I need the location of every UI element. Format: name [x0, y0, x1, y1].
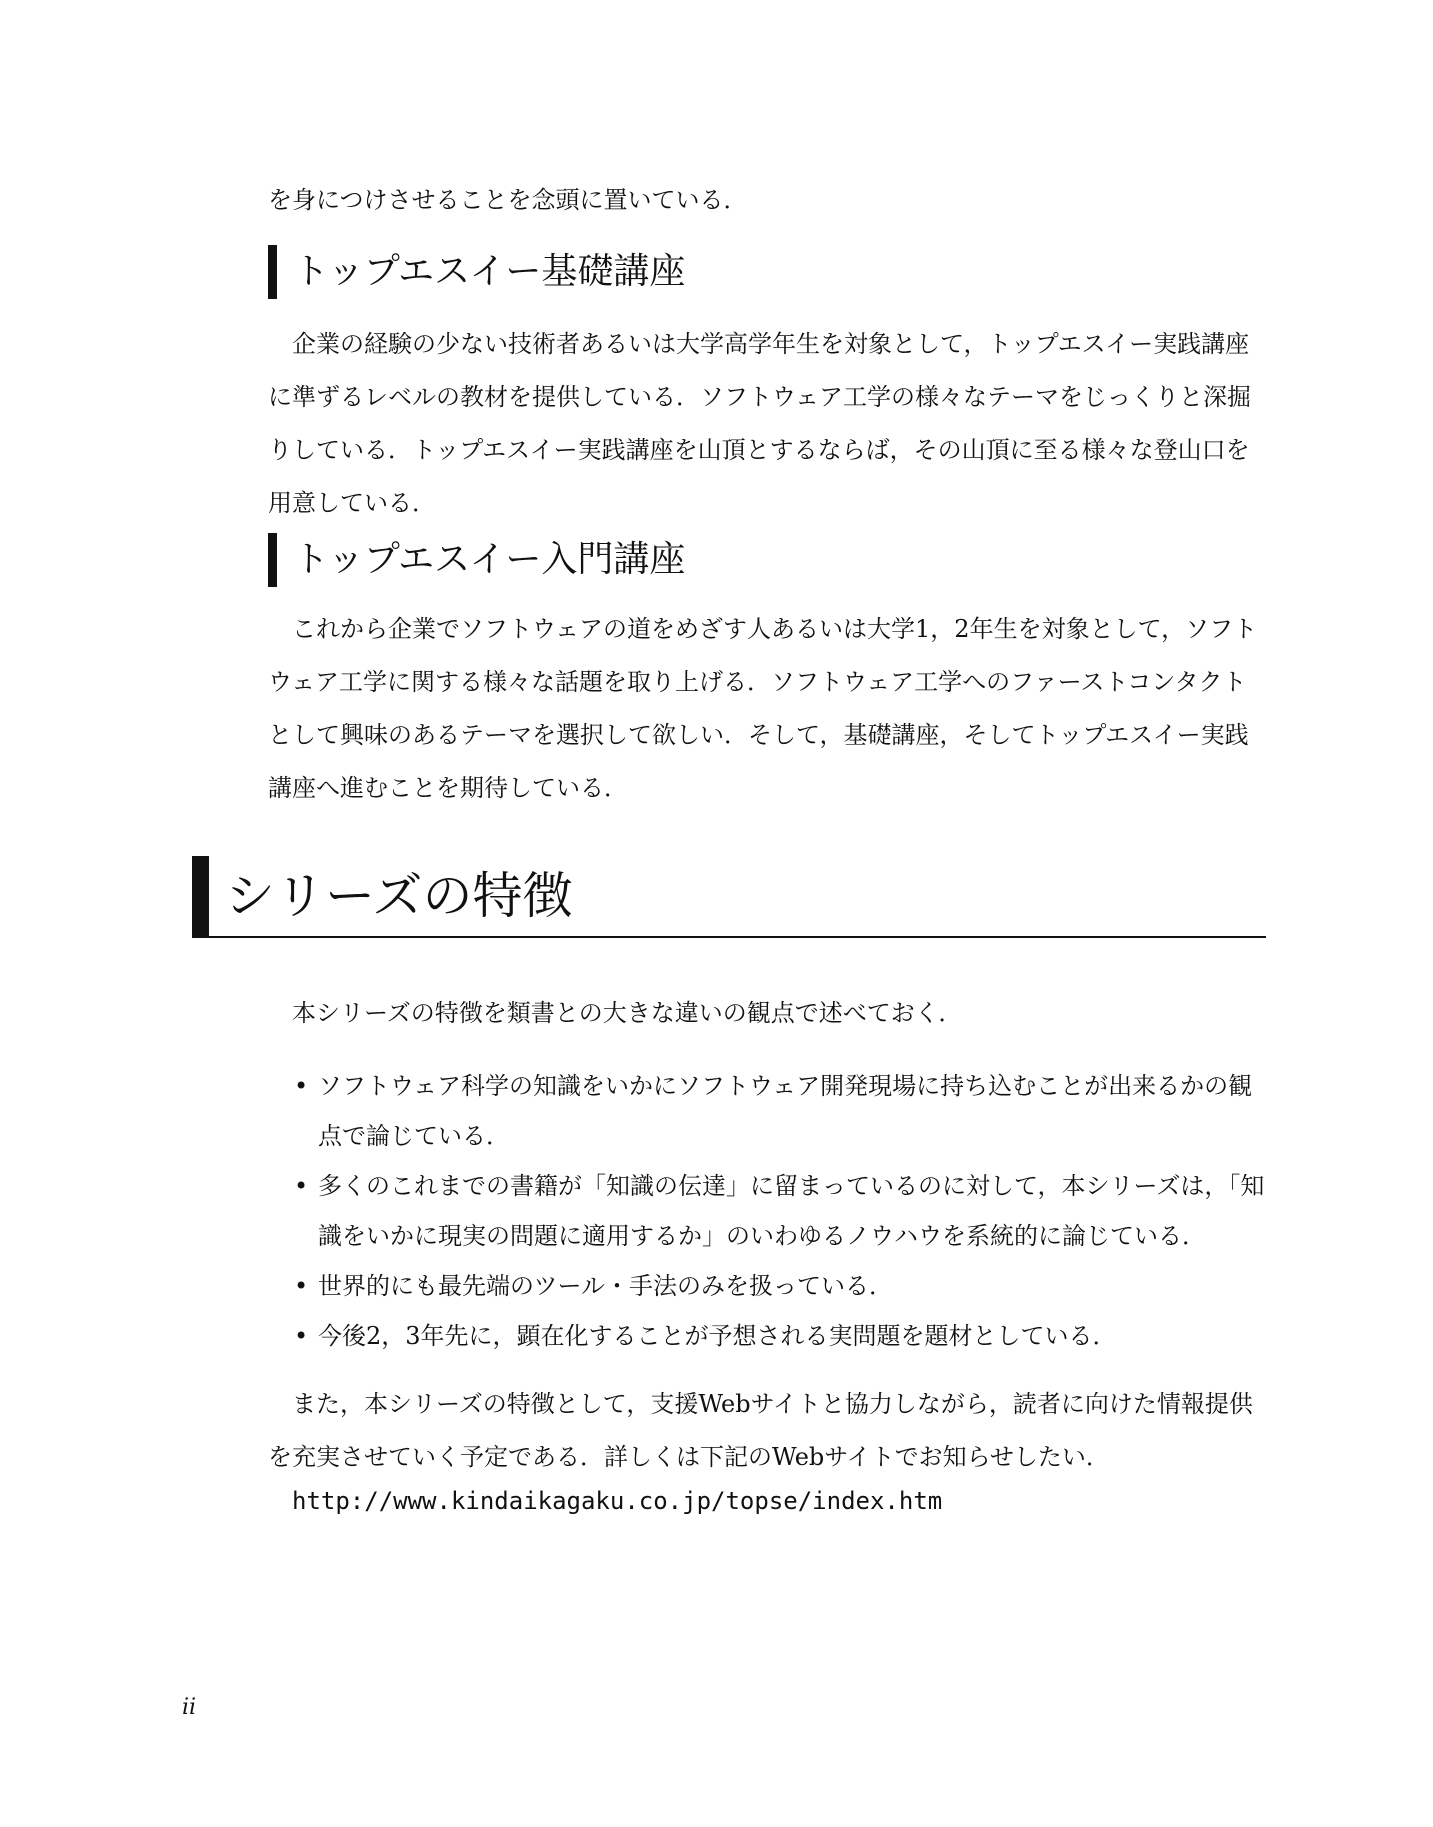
heading-bar	[268, 533, 277, 587]
features-section-heading	[192, 856, 1266, 938]
kiso-heading	[268, 245, 685, 299]
intro-tail-text: を身につけさせることを念頭に置いている．	[268, 186, 748, 214]
features-list-item: • 今後2，3年先に，顕在化することが予想される実問題を題材としている．	[290, 1311, 1266, 1361]
nyumon-heading	[268, 533, 685, 587]
support-website-url[interactable]: http://www.kindaikagaku.co.jp/topse/index.htm	[292, 1487, 943, 1515]
nyumon-heading-text: トップエスイー入門講座	[293, 539, 686, 580]
bullet-icon: •	[294, 1072, 309, 1100]
features-list-item: • ソフトウェア科学の知識をいかにソフトウェア開発現場に持ち込むことが出来るかの観点で論じている．	[290, 1061, 1266, 1161]
features-list-item: • 多くのこれまでの書籍が「知識の伝達」に留まっているのに対して，本シリーズは，「知識をいかに現実の問題に適用するか」のいわゆるノウハウを系統的に論じている．	[290, 1161, 1266, 1261]
section-bar	[192, 856, 209, 936]
page-number: ii	[182, 1695, 197, 1720]
features-heading-text: シリーズの特徴	[225, 867, 573, 925]
kiso-body: 企業の経験の少ない技術者あるいは大学高学年生を対象として，トップエスイー実践講座に準ずるレベルの教材を提供している．ソフトウェア工学の様々なテーマをじっくりと深掘りしている．トップエスイー実践講座を山頂とするならば，その山頂に至る様々な登山口を用意している．	[268, 330, 1252, 517]
nyumon-body: これから企業でソフトウェアの道をめざす人あるいは大学1，2年生を対象として，ソフトウェア工学に関する様々な話題を取り上げる．ソフトウェア工学へのファーストコンタクトとして興味のあるテーマを選択して欲しい．そして，基礎講座，そしてトップエスイー実践講座へ進むことを期待している．	[268, 615, 1258, 802]
bullet-icon: •	[294, 1272, 309, 1300]
heading-bar	[268, 245, 277, 299]
kiso-heading-text: トップエスイー基礎講座	[293, 251, 686, 292]
features-list	[290, 1061, 1266, 1361]
bullet-icon: •	[294, 1322, 309, 1350]
features-lead: 本シリーズの特徴を類書との大きな違いの観点で述べておく．	[292, 999, 963, 1027]
bullet-icon: •	[294, 1172, 309, 1200]
features-closing: また，本シリーズの特徴として，支援Webサイトと協力しながら，読者に向けた情報提供を充実させていく予定である．詳しくは下記のWebサイトでお知らせしたい．	[268, 1390, 1253, 1471]
features-list-item: • 世界的にも最先端のツール・手法のみを扱っている．	[290, 1261, 1266, 1311]
